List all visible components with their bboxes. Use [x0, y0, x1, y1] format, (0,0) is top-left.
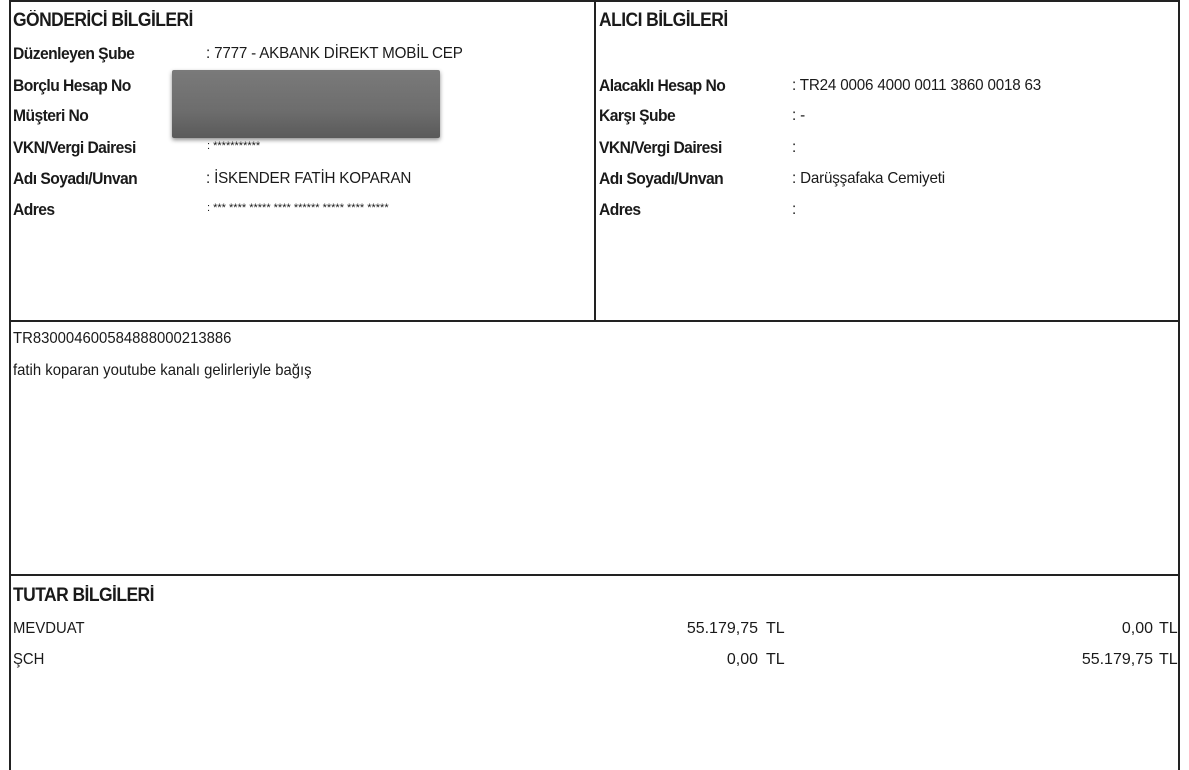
- sender-label-customer-no: Müşteri No: [13, 106, 89, 125]
- redaction-box: [172, 70, 440, 138]
- receiver-label-credit-account: Alacaklı Hesap No: [599, 76, 726, 95]
- amount-row-currency: TL: [766, 651, 785, 668]
- receiver-value-branch: : -: [792, 107, 805, 124]
- sender-value-address: : *** **** ***** **** ****** ***** **** *****: [207, 202, 389, 214]
- column-divider: [594, 0, 596, 322]
- section-divider-bottom: [9, 574, 1180, 576]
- receiver-value-credit-account: : TR24 0006 4000 0011 3860 0018 63: [792, 77, 1042, 94]
- receiver-label-branch: Karşı Şube: [599, 106, 676, 125]
- amount-row-value: 55.179,75: [1081, 651, 1153, 668]
- amount-row-currency: TL: [1159, 651, 1178, 668]
- receiver-value-tax-office: :: [792, 139, 797, 156]
- sender-label-address: Adres: [13, 200, 55, 219]
- sender-value-tax-office: : ***********: [207, 140, 261, 152]
- amount-row-currency: TL: [766, 620, 785, 637]
- receiver-label-address: Adres: [599, 200, 641, 219]
- sender-label-name: Adı Soyadı/Unvan: [13, 169, 138, 188]
- description-iban: TR830004600584888000213886: [13, 330, 232, 347]
- sender-value-branch: : 7777 - AKBANK DİREKT MOBİL CEP: [206, 45, 463, 62]
- receiver-label-tax-office: VKN/Vergi Dairesi: [599, 138, 722, 157]
- sender-label-debit-account: Borçlu Hesap No: [13, 76, 131, 95]
- receiver-value-address: :: [792, 201, 797, 218]
- amount-row-value: 0,00: [726, 651, 758, 668]
- amount-row-name: MEVDUAT: [13, 620, 85, 637]
- sender-value-name: : İSKENDER FATİH KOPARAN: [206, 170, 412, 187]
- description-text: fatih koparan youtube kanalı gelirleriyle bağış: [13, 362, 312, 379]
- sender-label-tax-office: VKN/Vergi Dairesi: [13, 138, 136, 157]
- amount-row-currency: TL: [1159, 620, 1178, 637]
- amount-title: TUTAR BİLGİLERİ: [13, 585, 154, 606]
- sender-label-branch: Düzenleyen Şube: [13, 44, 135, 63]
- section-divider-top: [9, 320, 1180, 322]
- sender-title: GÖNDERİCİ BİLGİLERİ: [13, 10, 193, 31]
- amount-row-name: ŞCH: [13, 651, 45, 668]
- receiver-value-name: : Darüşşafaka Cemiyeti: [792, 170, 945, 187]
- amount-row-value: 55.179,75: [686, 620, 758, 637]
- receiver-title: ALICI BİLGİLERİ: [599, 10, 728, 31]
- amount-row-value: 0,00: [1121, 620, 1153, 637]
- receiver-label-name: Adı Soyadı/Unvan: [599, 169, 724, 188]
